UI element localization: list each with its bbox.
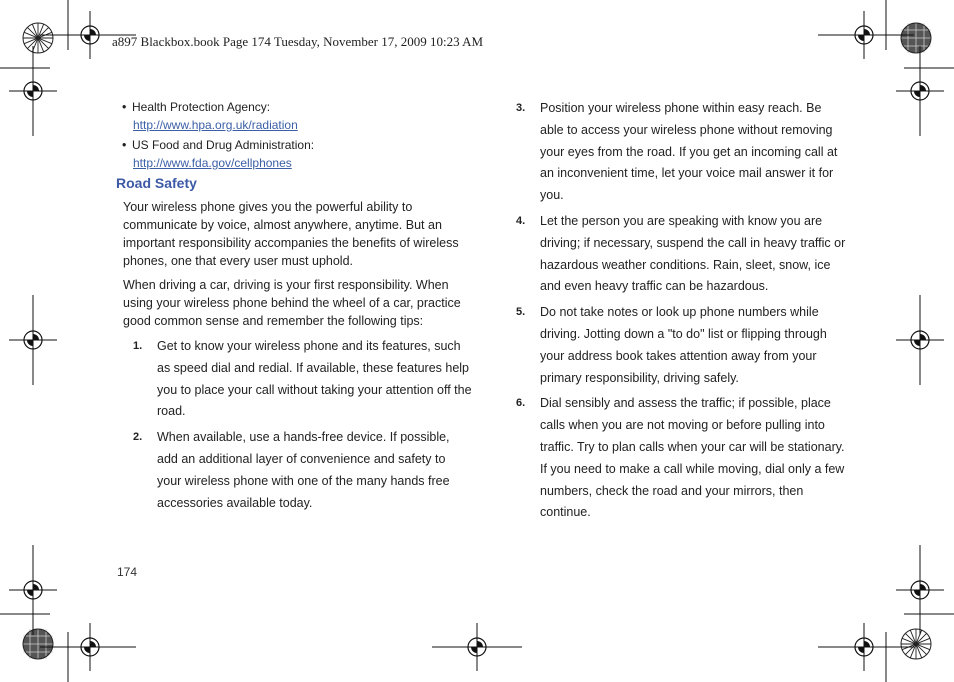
page-number: 174	[117, 565, 138, 579]
step-number: 2.	[133, 431, 143, 444]
step-item	[516, 302, 848, 389]
step-item	[516, 98, 848, 207]
step-item	[133, 336, 472, 423]
step-item	[516, 211, 848, 298]
paragraph: Your wireless phone gives you the powerful ability to communicate by voice, almost anywhere, anytime. But an important responsibility accompanies the benefits of wireless phones, one that every user must uphold.	[123, 200, 459, 268]
step-text: Let the person you are speaking with know you are driving; if necessary, suspend the call in heavy traffic or hazardous weather conditions. Rain, sleet, snow, ice and even heavy traffic can be hazardous.	[540, 213, 846, 294]
step-text: Dial sensibly and assess the traffic; if possible, place calls when you are not moving or before pulling into traffic. Try to plan calls when your car will be stationary. If you need to make a call while moving, dial only a few numbers, check the road and your mirrors, then continue.	[540, 396, 845, 520]
step-item	[516, 393, 848, 524]
step-text: Do not take notes or look up phone numbers while driving. Jotting down a "to do" list or flipping through your address book takes attention away from your primary responsibility, driving safely.	[540, 305, 827, 385]
bullet-item	[116, 136, 472, 172]
step-number: 4.	[516, 214, 526, 227]
step-number: 5.	[516, 306, 526, 319]
book-header: a897 Blackbox.book Page 174 Tuesday, November 17, 2009 10:23 AM	[112, 34, 484, 49]
step-number: 1.	[133, 340, 143, 352]
right-column	[516, 98, 848, 528]
step-number: 6.	[516, 397, 526, 410]
step-number: 3.	[516, 102, 526, 114]
hpa-link[interactable]: http://www.hpa.org.uk/radiation	[133, 118, 298, 132]
step-text: When available, use a hands-free device. If possible, add an additional layer of convenience and safety to your wireless phone with one of the many hands free accessories available today.	[157, 430, 450, 510]
section-title: Road Safety	[116, 175, 197, 191]
bullet-icon: •	[122, 100, 127, 114]
bullet-label: Health Protection Agency:	[132, 100, 271, 114]
fda-link[interactable]: http://www.fda.gov/cellphones	[133, 156, 292, 170]
bullet-item	[116, 98, 472, 134]
step-text: Position your wireless phone within easy reach. Be able to access your wireless phone without removing your eyes from the road. If you get an incoming call at an inconvenient time, let your voice mail answer it for you.	[540, 101, 838, 203]
bullet-label: US Food and Drug Administration:	[132, 138, 315, 152]
left-column	[116, 98, 472, 518]
step-text: Get to know your wireless phone and its features, such as speed dial and redial. If available, these features help you to place your call without taking your attention off the road.	[157, 339, 472, 419]
bullet-icon: •	[122, 138, 127, 152]
paragraph: When driving a car, driving is your first responsibility. When using your wireless phone behind the wheel of a car, practice good common sense and remember the following tips:	[123, 278, 461, 328]
step-item	[133, 427, 472, 514]
